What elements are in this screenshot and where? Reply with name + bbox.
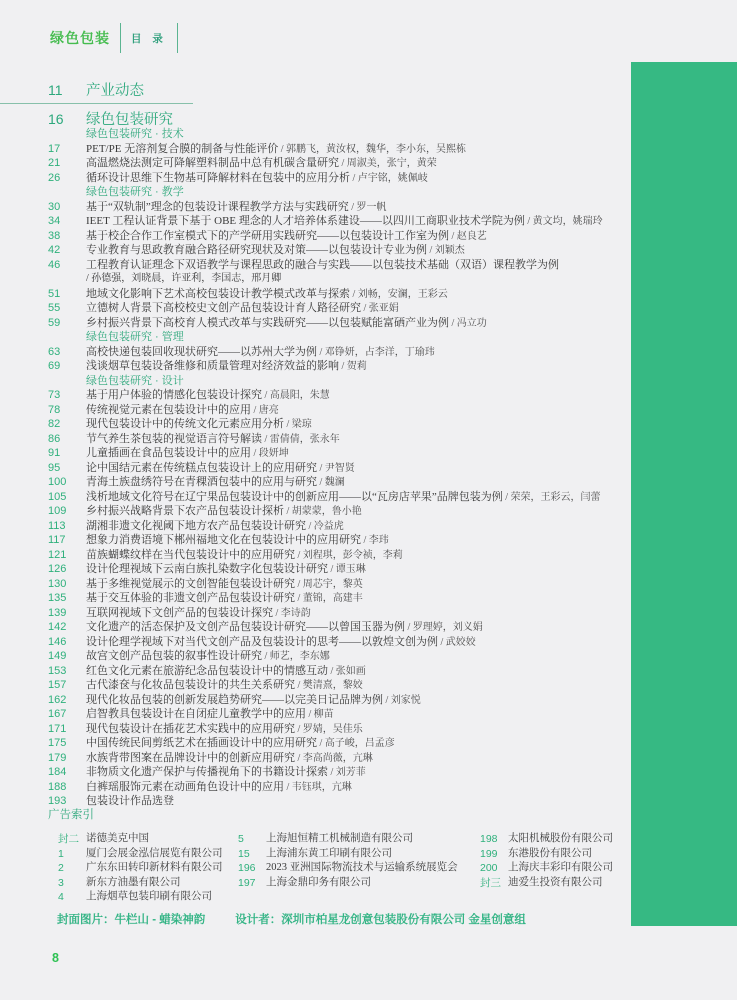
toc-entry — [48, 577, 626, 592]
toc-entry — [48, 519, 626, 534]
toc-entry — [48, 490, 626, 505]
entry-authors: / 武姣姣 — [438, 636, 476, 648]
entry-page-number: 149 — [48, 650, 67, 662]
entry-title: 浅谈烟草包装设备维修和质量管理对经济效益的影响 / 贺莉 — [86, 360, 367, 372]
entry-title: 苗族蝴蝶纹样在当代包装设计中的应用研究 / 刘程琪，彭令祯，李莉 — [86, 548, 403, 561]
toc-entry — [48, 664, 626, 679]
entry-title: 乡村振兴战略背景下农产品包装设计探析 / 胡蒙蒙，鲁小艳 — [86, 505, 362, 517]
toc-subsection — [48, 127, 626, 142]
header-divider-line — [177, 23, 178, 53]
entry-authors: / 刘家悦 — [383, 694, 421, 706]
entry-title: 高校快递包装回收现状研究——以苏州大学为例 / 邓铮妍，占李洋，丁瑜玮 — [86, 345, 435, 358]
entry-authors: / 尹智贤 — [317, 462, 355, 474]
entry-page-number: 55 — [48, 302, 61, 314]
ad-index-columns — [48, 832, 626, 912]
ad-page-number: 196 — [238, 862, 256, 875]
entry-title: 立德树人背景下高校校史文创产品包装设计育人路径研究 / 张亚娟 — [86, 302, 399, 314]
entry-page-number: 130 — [48, 577, 67, 590]
ad-index-row — [58, 861, 223, 876]
toc-entry — [48, 678, 626, 693]
entry-title: 非物质文化遗产保护与传播视角下的书籍设计探索 / 刘芳菲 — [86, 766, 366, 778]
toc-entry — [48, 780, 626, 795]
ad-company-name: 广东东田转印新材料有限公司 — [86, 862, 223, 874]
entry-authors: / 雷倩倩，张永年 — [262, 433, 340, 445]
ad-index-row — [480, 876, 613, 891]
ad-index-column — [58, 832, 223, 905]
entry-title: 故宫文创产品包装的叙事性设计研究 / 师艺，李东娜 — [86, 650, 330, 662]
entry-title: 湖湘非遗文化视阈下地方农产品包装设计研究 / 冷益虎 — [86, 519, 344, 532]
toc-entry — [48, 214, 626, 229]
entry-page-number: 73 — [48, 389, 61, 401]
ad-page-number: 4 — [58, 891, 64, 904]
entry-authors-continued: / 孙德强，刘晓晨，许亚利，李国志，邢月卿 — [86, 273, 282, 284]
toc-entry — [48, 229, 626, 244]
ad-page-number: 3 — [58, 876, 64, 889]
entry-page-number: 95 — [48, 461, 61, 474]
entry-authors: / 郭鹏飞，黄汝权，魏华，李小东，吴熙栋 — [278, 143, 466, 155]
entry-page-number: 17 — [48, 142, 61, 155]
entry-title: 专业教育与思政教育融合路径研究现状及对策——以包装设计专业为例 / 刘颖杰 — [86, 244, 465, 256]
entry-title: 论中国结元素在传统糕点包装设计上的应用研究 / 尹智贤 — [86, 461, 355, 474]
toc-entry-continuation — [48, 272, 626, 287]
toc-entry — [48, 403, 626, 418]
entry-authors: / 荣荣，王彩云，闫蕾 — [502, 491, 601, 503]
ad-index-row — [238, 876, 458, 891]
entry-page-number: 100 — [48, 476, 67, 488]
section-title: 绿色包装研究 · 教学 — [86, 186, 184, 198]
entry-authors: / 师艺，李东娜 — [262, 651, 330, 662]
entry-page-number: 167 — [48, 708, 67, 720]
entry-authors: / 段妍坤 — [251, 448, 289, 459]
toc-entry — [48, 693, 626, 708]
toc-entry — [48, 620, 626, 635]
entry-title: 古代漆奁与化妆品包装设计的共生关系研究 / 樊清熹，黎姣 — [86, 679, 363, 691]
ad-index-title: 广告索引 — [48, 809, 94, 821]
ad-page-number: 15 — [238, 847, 250, 860]
entry-authors: / 罗一帆 — [348, 201, 387, 213]
entry-page-number: 34 — [48, 215, 61, 227]
magazine-logo: 绿色包装 — [50, 30, 110, 46]
entry-page-number: 139 — [48, 606, 67, 619]
entry-title: PET/PE 无溶剂复合膜的制备与性能评价 / 郭鹏飞，黄汝权，魏华，李小东，吴熙栋 — [86, 142, 466, 155]
entry-title: 现代包装设计中的传统文化元素应用分析 / 梁琼 — [86, 418, 312, 430]
entry-title: 儿童插画在食品包装设计中的应用 / 段妍坤 — [86, 447, 289, 459]
entry-title: 现代化妆品包装的创新发展趋势研究——以完美日记品牌为例 / 刘家悦 — [86, 693, 421, 706]
toc-label: 目 录 — [131, 32, 167, 45]
ad-company-name: 2023 亚洲国际物流技术与运输系统展览会 — [266, 862, 458, 874]
entry-title: 设计伦理学视域下对当代文创产品及包装设计的思考——以敦煌文创为例 / 武姣姣 — [86, 635, 476, 648]
entry-authors: / 刘畅，安澜，王彩云 — [350, 288, 448, 300]
toc-entry — [48, 751, 626, 766]
entry-page-number: 193 — [48, 795, 67, 807]
entry-authors: / 黄文均，姚瑞玲 — [524, 216, 603, 227]
entry-page-number: 16 — [48, 111, 64, 127]
toc-entry — [48, 635, 626, 650]
entry-page-number: 175 — [48, 737, 67, 749]
toc-entry — [48, 316, 626, 331]
ad-page-number: 封二 — [58, 833, 79, 845]
toc-section — [48, 111, 626, 127]
ad-index-column — [480, 832, 613, 890]
ad-page-number: 5 — [238, 833, 244, 845]
entry-page-number: 184 — [48, 766, 67, 778]
entry-title: 白裤瑶服饰元素在动画角色设计中的应用 / 韦钰琪，亢琳 — [86, 780, 352, 793]
section-title: 产业动态 — [86, 83, 144, 99]
toc-entry — [48, 345, 626, 360]
cover-credit: 封面图片：牛栏山 - 蜡染神韵 — [57, 914, 206, 926]
entry-authors: / 魏澜 — [317, 477, 345, 488]
entry-page-number: 126 — [48, 563, 67, 575]
entry-authors: / 卢宇铭，姚佩岐 — [350, 172, 428, 184]
entry-title: 基于校企合作工作室模式下的产学研用实践研究——以包装设计工作室为例 / 赵良艺 — [86, 229, 487, 242]
ad-index — [48, 806, 626, 912]
entry-page-number: 91 — [48, 447, 61, 459]
section-divider-line — [0, 103, 193, 104]
entry-authors: / 韦钰琪，亢琳 — [284, 781, 352, 793]
entry-title: 基于用户体验的情感化包装设计探究 / 高晨阳，朱慧 — [86, 389, 330, 401]
header-divider-line — [120, 23, 121, 53]
entry-page-number: 86 — [48, 432, 61, 445]
ad-index-row — [238, 832, 458, 847]
entry-page-number: 59 — [48, 316, 61, 329]
entry-authors: / 罗理婷，刘义娟 — [405, 622, 483, 633]
entry-authors: / 高晨阳，朱慧 — [262, 390, 330, 401]
entry-title: 地域文化影响下艺术高校包装设计教学模式改革与探索 / 刘畅，安澜，王彩云 — [86, 287, 448, 300]
entry-title: 基于交互体验的非遗文创产品包装设计研究 / 董锦，高建丰 — [86, 592, 363, 604]
entry-page-number: 69 — [48, 360, 61, 372]
entry-authors: / 冯立功 — [449, 317, 487, 329]
page-folio-number: 8 — [52, 951, 59, 965]
entry-title: 工程教育认证理念下双语教学与课程思政的融合与实践——以包装技术基础（双语）课程教学为例 — [86, 258, 559, 271]
entry-page-number: 82 — [48, 418, 61, 430]
toc-entry — [48, 142, 626, 157]
ad-company-name: 上海庆丰彩印有限公司 — [508, 862, 613, 874]
toc-entry — [48, 722, 626, 737]
entry-title: 高温燃烧法测定可降解塑料制品中总有机碳含量研究 / 周淑美，张宁，黄荣 — [86, 157, 437, 169]
toc-entry — [48, 359, 626, 374]
entry-page-number: 21 — [48, 157, 61, 169]
ad-page-number: 封三 — [480, 876, 501, 889]
ad-page-number: 199 — [480, 847, 498, 860]
ad-index-row — [480, 861, 613, 876]
ad-index-row — [480, 847, 613, 862]
section-title: 绿色包装研究 · 技术 — [86, 128, 184, 140]
entry-page-number: 121 — [48, 548, 67, 561]
entry-page-number: 42 — [48, 244, 61, 256]
toc-entry — [48, 243, 626, 258]
entry-authors: / 刘程琪，彭令祯，李莉 — [295, 549, 403, 561]
entry-title: 现代包装设计在插花艺术实践中的应用研究 / 罗婧，吴佳乐 — [86, 722, 363, 735]
entry-authors: / 李玮 — [361, 535, 389, 546]
entry-authors: / 赵良艺 — [449, 230, 487, 242]
toc-entry — [48, 736, 626, 751]
credits-line — [57, 911, 526, 927]
entry-page-number: 171 — [48, 722, 67, 735]
entry-title: 节气养生茶包装的视觉语言符号解读 / 雷倩倩，张永年 — [86, 432, 340, 445]
toc-entry — [48, 258, 626, 273]
ad-company-name: 新东方油墨有限公司 — [86, 876, 181, 888]
entry-authors: / 柳苗 — [306, 709, 334, 720]
entry-title: 包装设计作品选登 — [86, 795, 174, 807]
ad-company-name: 上海金鼎印务有限公司 — [266, 876, 371, 888]
toc-entry — [48, 461, 626, 476]
ad-index-column — [238, 832, 458, 890]
ad-index-row — [58, 847, 223, 862]
entry-authors: / 冷益虎 — [306, 520, 344, 532]
entry-title: 互联网视域下文创产品的包装设计探究 / 李诗韵 — [86, 606, 311, 619]
entry-title: 想象力消费语境下郴州福地文化在包装设计中的应用研究 / 李玮 — [86, 534, 389, 546]
entry-authors: / 邓铮妍，占李洋，丁瑜玮 — [317, 346, 435, 358]
toc-entry — [48, 533, 626, 548]
ad-page-number: 1 — [58, 847, 64, 860]
ad-company-name: 上海浦东黄工印刷有限公司 — [266, 847, 392, 859]
ad-index-row — [58, 876, 223, 891]
toc-entry — [48, 171, 626, 186]
entry-authors: / 高子峻，吕孟彦 — [317, 738, 395, 749]
entry-page-number: 179 — [48, 751, 67, 764]
designer-credit: 设计者：深圳市柏星龙创意包装股份有限公司 金星创意组 — [235, 914, 526, 926]
entry-page-number: 38 — [48, 229, 61, 242]
toc-list — [48, 82, 626, 809]
toc-entry — [48, 591, 626, 606]
toc-entry — [48, 475, 626, 490]
entry-authors: / 樊清熹，黎姣 — [295, 680, 363, 691]
page-header — [50, 22, 188, 54]
toc-entry — [48, 301, 626, 316]
toc-entry — [48, 765, 626, 780]
ad-page-number: 2 — [58, 862, 64, 875]
entry-title: 启智教具包装设计在自闭症儿童教学中的应用 / 柳苗 — [86, 708, 334, 720]
entry-page-number: 63 — [48, 345, 61, 358]
ad-company-name: 上海烟草包装印刷有限公司 — [86, 891, 212, 903]
toc-entry — [48, 649, 626, 664]
toc-entry — [48, 606, 626, 621]
ad-company-name: 上海旭恒精工机械制造有限公司 — [266, 833, 413, 844]
entry-authors: / 李诗韵 — [273, 607, 311, 619]
entry-title: 浅析地域文化符号在辽宁果品包装设计中的创新应用——以“瓦房店苹果”品牌包装为例 / 荣荣，王彩云，闫蕾 — [86, 490, 601, 503]
toc-entry — [48, 548, 626, 563]
section-title: 绿色包装研究 — [86, 112, 173, 128]
entry-authors: / 张亚娟 — [361, 303, 399, 314]
entry-page-number: 11 — [48, 82, 63, 98]
ad-index-row — [58, 890, 223, 905]
ad-index-row — [58, 832, 223, 847]
entry-authors: / 胡蒙蒙，鲁小艳 — [284, 506, 362, 517]
ad-index-row — [238, 847, 458, 862]
ad-index-row — [480, 832, 613, 847]
entry-authors: / 周芯宇，黎英 — [295, 578, 363, 590]
entry-page-number: 26 — [48, 171, 61, 184]
ad-page-number: 197 — [238, 876, 256, 889]
entry-authors: / 张如画 — [328, 665, 366, 677]
entry-page-number: 188 — [48, 780, 67, 793]
ad-company-name: 厦门会展金泓信展览有限公司 — [86, 847, 223, 859]
entry-page-number: 153 — [48, 664, 67, 677]
entry-page-number: 51 — [48, 287, 61, 300]
entry-title: 红色文化元素在旅游纪念品包装设计中的情感互动 / 张如画 — [86, 664, 366, 677]
entry-authors: / 罗婧，吴佳乐 — [295, 723, 363, 735]
ad-page-number: 198 — [480, 833, 498, 845]
toc-subsection — [48, 185, 626, 200]
entry-title: 乡村振兴背景下高校育人模式改革与实践研究——以包装赋能富硒产业为例 / 冯立功 — [86, 316, 487, 329]
ad-index-row — [238, 861, 458, 876]
entry-title: 中国传统民间剪纸艺术在插画设计中的应用研究 / 高子峻，吕孟彦 — [86, 737, 395, 749]
toc-entry — [48, 417, 626, 432]
entry-page-number: 146 — [48, 635, 67, 648]
toc-entry — [48, 156, 626, 171]
entry-authors: / 唐亮 — [251, 404, 279, 416]
entry-title: 基于“双轨制”理念的包装设计课程教学方法与实践研究 / 罗一帆 — [86, 200, 387, 213]
entry-page-number: 135 — [48, 592, 67, 604]
entry-page-number: 105 — [48, 490, 67, 503]
toc-entry — [48, 504, 626, 519]
entry-page-number: 46 — [48, 258, 61, 271]
entry-title: 传统视觉元素在包装设计中的应用 / 唐亮 — [86, 403, 279, 416]
entry-authors: / 董锦，高建丰 — [295, 593, 363, 604]
ad-company-name: 诺德美克中国 — [86, 833, 149, 844]
section-title: 绿色包装研究 · 设计 — [86, 374, 184, 387]
entry-title: IEET 工程认证背景下基于 OBE 理念的人才培养体系建设——以四川工商职业技术学院为例 / 黄文均，姚瑞玲 — [86, 215, 603, 227]
toc-subsection — [48, 330, 626, 345]
entry-page-number: 142 — [48, 621, 67, 633]
entry-page-number: 30 — [48, 200, 61, 213]
ad-company-name: 太阳机械股份有限公司 — [508, 833, 613, 844]
toc-entry — [48, 287, 626, 302]
entry-title: 基于多维视觉展示的文创智能包装设计研究 / 周芯宇，黎英 — [86, 577, 363, 590]
entry-page-number: 117 — [48, 534, 66, 546]
entry-title: 青海土族盘绣符号在青稞酒包装中的应用与研究 / 魏澜 — [86, 476, 345, 488]
entry-authors: / 梁琼 — [284, 419, 312, 430]
ad-page-number: 200 — [480, 862, 498, 875]
entry-title: 水族背带图案在品牌设计中的创新应用研究 / 李高尚薇，亢琳 — [86, 751, 373, 764]
entry-page-number: 162 — [48, 693, 67, 706]
entry-authors: / 李高尚薇，亢琳 — [295, 752, 373, 764]
section-title: 绿色包装研究 · 管理 — [86, 331, 184, 343]
entry-authors: / 谭玉琳 — [328, 564, 366, 575]
entry-title: 设计伦理视域下云南白族扎染数字化包装设计研究 / 谭玉琳 — [86, 563, 366, 575]
entry-page-number: 113 — [48, 519, 66, 532]
entry-title: 文化遗产的活态保护及文创产品包装设计研究——以曾国玉器为例 / 罗理婷，刘义娟 — [86, 621, 483, 633]
toc-entry — [48, 388, 626, 403]
green-side-panel — [631, 62, 737, 926]
toc-entry — [48, 200, 626, 215]
toc-subsection — [48, 374, 626, 389]
ad-company-name: 迪爱生投资有限公司 — [508, 876, 603, 888]
toc-section — [48, 82, 626, 98]
entry-authors: / 周淑美，张宁，黄荣 — [339, 158, 437, 169]
entry-page-number: 78 — [48, 403, 61, 416]
toc-entry — [48, 446, 626, 461]
ad-company-name: 东港股份有限公司 — [508, 847, 592, 859]
entry-authors: / 刘芳菲 — [328, 767, 366, 778]
entry-page-number: 157 — [48, 679, 67, 691]
entry-authors: / 贺莉 — [339, 361, 367, 372]
toc-entry — [48, 562, 626, 577]
entry-authors: / 刘颖杰 — [427, 245, 465, 256]
entry-title: 循环设计思维下生物基可降解材料在包装中的应用分析 / 卢宇铭，姚佩岐 — [86, 171, 428, 184]
toc-entry — [48, 432, 626, 447]
entry-page-number: 109 — [48, 505, 67, 517]
toc-entry — [48, 707, 626, 722]
